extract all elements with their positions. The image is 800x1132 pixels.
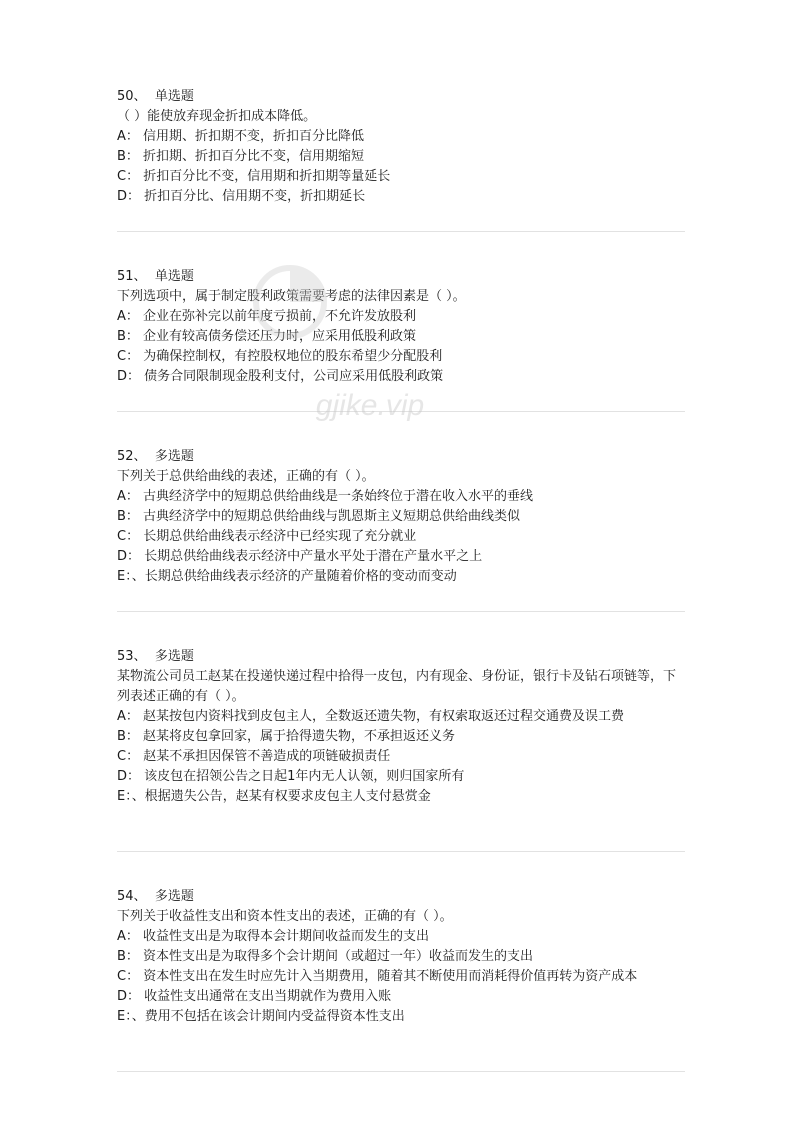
option-d[interactable]: D： 长期总供给曲线表示经济中产量水平处于潜在产量水平之上 [117, 549, 483, 564]
question-number: 50、 [117, 89, 147, 104]
option-a[interactable]: A： 古典经济学中的短期总供给曲线是一条始终位于潜在收入水平的垂线 [117, 489, 534, 504]
question-header [117, 87, 685, 107]
option-a[interactable]: A： 赵某按包内资料找到皮包主人，全数返还遗失物，有权索取返还过程交通费及误工费 [117, 709, 625, 724]
option-e[interactable]: E：、费用不包括在该会计期间内受益得资本性支出 [117, 1009, 405, 1024]
question-type: 单选题 [154, 89, 194, 104]
option-a[interactable]: A： 收益性支出是为取得本会计期间收益而发生的支出 [117, 929, 430, 944]
divider [117, 851, 685, 852]
option-c[interactable]: C： 长期总供给曲线表示经济中已经实现了充分就业 [117, 529, 417, 544]
option-b[interactable]: B： 折扣期、折扣百分比不变，信用期缩短 [117, 149, 365, 164]
question-stem: 某物流公司员工赵某在投递快递过程中拾得一皮包，内有现金、身份证，银行卡及钻石项链等，下列表述正确的有（ ）。 [117, 669, 677, 704]
option-b[interactable]: B： 古典经济学中的短期总供给曲线与凯恩斯主义短期总供给曲线类似 [117, 509, 521, 524]
question-type: 单选题 [154, 269, 194, 284]
question-number: 53、 [117, 649, 147, 664]
question-type: 多选题 [154, 889, 194, 904]
divider [117, 611, 685, 612]
option-c[interactable]: C： 为确保控制权，有控股权地位的股东希望少分配股利 [117, 349, 443, 364]
question-header [117, 647, 685, 667]
question-number: 52、 [117, 449, 147, 464]
question-54 [117, 887, 685, 1027]
option-c[interactable]: C： 折扣百分比不变，信用期和折扣期等量延长 [117, 169, 391, 184]
question-53 [117, 647, 685, 807]
option-c[interactable]: C： 赵某不承担因保管不善造成的项链破损责任 [117, 749, 391, 764]
question-body [117, 107, 685, 207]
option-a[interactable]: A： 信用期、折扣期不变，折扣百分比降低 [117, 129, 365, 144]
option-a[interactable]: A： 企业在弥补完以前年度亏损前，不允许发放股利 [117, 309, 417, 324]
question-type: 多选题 [154, 449, 194, 464]
option-b[interactable]: B： 资本性支出是为取得多个会计期间（或超过一年）收益而发生的支出 [117, 949, 534, 964]
question-header [117, 447, 685, 467]
option-e[interactable]: E：、根据遗失公告，赵某有权要求皮包主人支付悬赏金 [117, 789, 431, 804]
question-50 [117, 87, 685, 207]
question-body [117, 287, 685, 387]
option-e[interactable]: E：、长期总供给曲线表示经济的产量随着价格的变动而变动 [117, 569, 457, 584]
divider [117, 411, 685, 412]
question-body [117, 907, 685, 1027]
question-body [117, 667, 685, 807]
option-d[interactable]: D： 折扣百分比、信用期不变，折扣期延长 [117, 189, 366, 204]
divider [117, 1071, 685, 1072]
question-header [117, 887, 685, 907]
question-51 [117, 267, 685, 387]
question-stem: （ ）能使放弃现金折扣成本降低。 [117, 109, 317, 124]
question-stem: 下列关于总供给曲线的表述，正确的有（ ）。 [117, 469, 375, 484]
divider [117, 231, 685, 232]
question-stem: 下列选项中，属于制定股利政策需要考虑的法律因素是（ ）。 [117, 289, 466, 304]
option-c[interactable]: C： 资本性支出在发生时应先计入当期费用，随着其不断使用而消耗得价值再转为资产成本 [117, 969, 638, 984]
question-body [117, 467, 685, 587]
question-stem: 下列关于收益性支出和资本性支出的表述，正确的有（ ）。 [117, 909, 453, 924]
question-number: 54、 [117, 889, 147, 904]
option-d[interactable]: D： 该皮包在招领公告之日起1年内无人认领，则归国家所有 [117, 769, 465, 784]
question-number: 51、 [117, 269, 147, 284]
option-d[interactable]: D： 债务合同限制现金股利支付，公司应采用低股利政策 [117, 369, 444, 384]
option-b[interactable]: B： 赵某将皮包拿回家，属于拾得遗失物，不承担返还义务 [117, 729, 456, 744]
question-52 [117, 447, 685, 587]
option-d[interactable]: D： 收益性支出通常在支出当期就作为费用入账 [117, 989, 392, 1004]
option-b[interactable]: B： 企业有较高债务偿还压力时，应采用低股利政策 [117, 329, 417, 344]
question-header [117, 267, 685, 287]
question-type: 多选题 [154, 649, 194, 664]
watermark-text: gjike.vip [315, 389, 425, 422]
